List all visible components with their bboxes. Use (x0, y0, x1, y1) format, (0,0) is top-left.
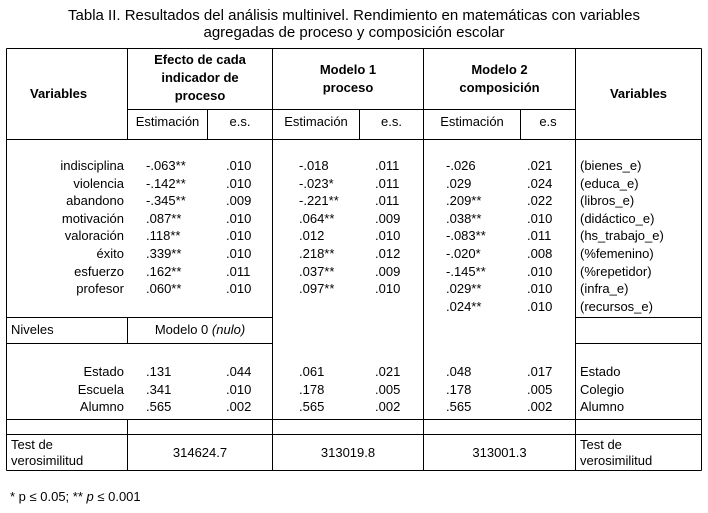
row-cell-e3: .029** (446, 281, 482, 297)
row-cell-s3: .010 (527, 263, 553, 279)
row-cell-e1: .118** (146, 228, 181, 244)
header-col-efecto-line3: proceso (174, 88, 226, 103)
row-cell-s2: .011 (375, 193, 400, 209)
row-cell-s3: .010 (527, 298, 553, 314)
level-cell-name: Estado (83, 364, 124, 379)
footnote (10, 489, 141, 504)
level-cell-e2: .061 (299, 364, 325, 379)
level-cell-e2: .565 (299, 399, 325, 415)
row-cell-name: abandono (66, 193, 124, 209)
row-cell-e2: .064** (299, 210, 335, 226)
header-col-efecto-line2: indicador de (161, 70, 239, 85)
subheader-estimacion-1: Estimación (135, 114, 200, 129)
level-cell-s1: .002 (226, 399, 252, 415)
row-cell-right: (bienes_e) (580, 158, 642, 173)
row-cell-e2: -.221** (299, 193, 339, 209)
level-cell-s2: .002 (375, 399, 401, 415)
test-label-left-line1: Test de (11, 437, 53, 452)
test-label-right-line2: verosimilitud (580, 453, 653, 468)
row-cell-s1: .010 (226, 281, 252, 297)
row-cell-s1: .010 (226, 175, 252, 191)
row-cell-e1: .339** (146, 246, 182, 261)
row-cell-e3: -.083** (446, 228, 486, 244)
row-cell-e1: -.063** (146, 158, 186, 173)
row-cell-e2: .097** (299, 281, 335, 297)
level-cell-e3: .565 (446, 399, 472, 415)
row-cell-e3: -.020* (446, 246, 481, 261)
row-cell-name: valoración (64, 228, 124, 244)
row-cell-right: (educa_e) (580, 175, 639, 191)
row-cell-right: (didáctico_e) (580, 210, 655, 226)
row-cell-e2: .218** (299, 246, 335, 261)
row-cell-s3: .022 (527, 193, 553, 209)
level-cell-s2: .005 (375, 381, 401, 397)
modelo0-label (128, 322, 272, 338)
header-col-modelo1-line2: proceso (322, 80, 374, 95)
subheader-estimacion-3: Estimación (440, 114, 504, 129)
subheader-es-1: e.s. (229, 114, 251, 129)
level-cell-e3: .178 (446, 381, 472, 397)
level-cell-s1: .010 (226, 381, 252, 397)
row-cell-s3: .024 (527, 175, 553, 191)
test-label-right-line1: Test de (580, 437, 622, 452)
row-cell-e3: -.026 (446, 158, 476, 173)
level-cell-e1: .341 (146, 381, 172, 397)
level-cell-name: Alumno (79, 399, 124, 415)
header-variables-left: Variables (30, 86, 88, 101)
level-cell-e3: .048 (446, 364, 472, 379)
test-label-left-line2: verosimilitud (11, 453, 84, 468)
row-cell-s1: .010 (226, 228, 252, 244)
footnote-part2: ≤ 0.001 (93, 489, 141, 504)
row-cell-e3: .209** (446, 193, 482, 209)
row-cell-name: profesor (76, 281, 124, 297)
row-cell-name: éxito (96, 246, 124, 261)
footnote-part1: * p ≤ 0.05; ** (10, 489, 87, 504)
test-value-modelo2: 313001.3 (472, 445, 527, 460)
row-cell-s1: .010 (226, 246, 252, 261)
level-cell-right: Estado (580, 364, 621, 379)
row-cell-s2: .012 (375, 246, 401, 261)
row-cell-right: (recursos_e) (580, 298, 653, 314)
row-cell-right: (infra_e) (580, 281, 629, 297)
row-cell-e3: .038** (446, 210, 482, 226)
row-cell-s3: .021 (527, 158, 553, 173)
row-cell-s2: .010 (375, 281, 401, 297)
row-cell-right: (%femenino) (580, 246, 654, 261)
level-cell-s3: .002 (527, 399, 553, 415)
row-cell-s3: .008 (527, 246, 553, 261)
row-cell-e2: -.018 (299, 158, 329, 173)
row-cell-e1: .060** (146, 281, 182, 297)
row-cell-e3: .024** (446, 298, 482, 314)
row-cell-s1: .010 (226, 210, 252, 226)
test-value-modelo0: 314624.7 (172, 445, 228, 460)
row-cell-s3: .010 (527, 210, 553, 226)
modelo0-name: Modelo 0 (154, 322, 209, 337)
row-cell-s1: .011 (226, 263, 251, 279)
level-cell-s1: .044 (226, 364, 252, 379)
row-cell-s3: .010 (527, 281, 553, 297)
row-cell-s2: .009 (375, 263, 401, 279)
level-cell-e1: .131 (146, 364, 172, 379)
row-cell-e1: -.142** (146, 175, 186, 191)
header-col-efecto-line1: Efecto de cada (154, 52, 246, 67)
header-col-modelo2-line1: Modelo 2 (471, 62, 528, 77)
row-cell-e2: .012 (299, 228, 325, 244)
level-cell-e2: .178 (299, 381, 325, 397)
row-cell-e1: -.345** (146, 193, 186, 209)
row-cell-e3: .029 (446, 175, 472, 191)
row-cell-s2: .011 (375, 175, 400, 191)
row-cell-e3: -.145** (446, 263, 486, 279)
subheader-estimacion-2: Estimación (284, 114, 348, 129)
header-col-modelo1 (273, 61, 423, 97)
level-cell-s3: .017 (527, 364, 553, 379)
row-cell-right: (%repetidor) (580, 263, 652, 279)
modelo0-nulo: (nulo) (211, 322, 246, 337)
level-cell-right: Colegio (580, 381, 625, 397)
row-cell-e2: .037** (299, 263, 335, 279)
level-cell-s3: .005 (527, 381, 553, 397)
level-cell-s2: .021 (375, 364, 401, 379)
title-line-2: agregadas de proceso y composición escolar (203, 24, 505, 41)
footnote-p: p (86, 489, 94, 504)
row-cell-right: (libros_e) (580, 193, 635, 209)
row-cell-e1: .087** (146, 210, 182, 226)
title-line-1: Tabla II. Resultados del análisis multinivel. Rendimiento en matemáticas con variables (68, 7, 640, 24)
header-variables-right: Variables (609, 86, 668, 101)
subheader-es-2: e.s. (381, 114, 402, 129)
row-cell-name: violencia (73, 175, 124, 191)
subheader-es-3: e.s (539, 114, 557, 129)
level-cell-name: Escuela (77, 381, 124, 397)
level-cell-e1: .565 (146, 399, 172, 415)
level-cell-right: Alumno (580, 399, 625, 415)
test-value-modelo1: 313019.8 (320, 445, 376, 460)
row-cell-s1: .009 (226, 193, 252, 209)
row-cell-right: (hs_trabajo_e) (580, 228, 664, 244)
row-cell-s1: .010 (226, 158, 252, 173)
row-cell-name: motivación (61, 210, 124, 226)
header-col-modelo1-line1: Modelo 1 (319, 62, 377, 77)
row-cell-e2: -.023* (299, 175, 334, 191)
test-label-right (580, 437, 652, 469)
row-cell-name: indisciplina (60, 158, 124, 173)
row-cell-s3: .011 (527, 228, 552, 244)
test-label-left (11, 437, 83, 469)
header-col-modelo2 (424, 61, 575, 97)
header-col-efecto (128, 51, 272, 105)
row-cell-s2: .009 (375, 210, 401, 226)
row-cell-s2: .011 (375, 158, 400, 173)
row-cell-e1: .162** (146, 263, 182, 279)
row-cell-s2: .010 (375, 228, 401, 244)
header-col-modelo2-line2: composición (459, 80, 540, 95)
row-cell-name: esfuerzo (74, 263, 124, 279)
niveles-label: Niveles (11, 322, 54, 337)
